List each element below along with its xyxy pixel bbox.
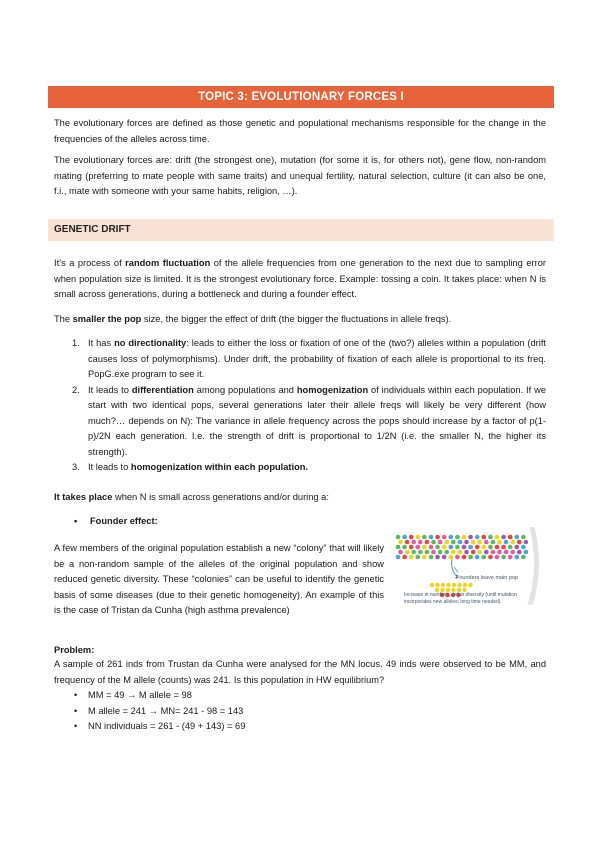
population-dot	[418, 540, 423, 545]
pop-size-paragraph	[54, 312, 546, 328]
population-dot	[444, 550, 449, 555]
population-dot	[504, 540, 509, 545]
population-dot	[449, 555, 454, 560]
population-dot	[442, 535, 447, 540]
bold-term: differentiation	[131, 384, 194, 395]
main-population-dots	[396, 535, 529, 560]
population-dot	[517, 540, 522, 545]
population-dot	[409, 535, 414, 540]
drift-definition-paragraph	[54, 256, 546, 303]
list-item	[54, 688, 546, 704]
text-run: It leads to	[88, 462, 131, 472]
population-dot	[425, 540, 430, 545]
population-dot	[497, 550, 502, 555]
population-dot	[418, 550, 423, 555]
population-dot	[455, 545, 460, 550]
text-run: among populations and	[193, 384, 297, 395]
population-dot	[411, 540, 416, 545]
population-dot	[458, 540, 463, 545]
population-dot	[402, 535, 407, 540]
population-dot	[477, 550, 482, 555]
population-dot	[398, 540, 403, 545]
population-dot	[508, 555, 513, 560]
population-dot	[449, 545, 454, 550]
founder-effect-paragraph: A few members of the original population establish a new “colony” that will likely be a non-random sample of the alleles of the original population and show reduced genetic diversity. These “colonies” can be useful to identify the genetic basis of some diseases (due to their genetic homogeneity). An example of this is the case of Tristan da Cunha (high asthma prevalence)	[54, 543, 384, 615]
population-dot	[475, 545, 480, 550]
problem-title: Problem:	[54, 645, 95, 655]
population-dot	[501, 555, 506, 560]
population-dot	[449, 535, 454, 540]
population-dot	[422, 535, 427, 540]
population-dot	[471, 550, 476, 555]
bold-term: smaller the pop	[72, 314, 142, 324]
population-dot	[442, 545, 447, 550]
population-dot	[477, 540, 482, 545]
population-dot	[468, 545, 473, 550]
population-dot	[422, 555, 427, 560]
list-item	[54, 704, 546, 720]
population-dot	[508, 535, 513, 540]
population-dot	[495, 545, 500, 550]
intro-paragraph-1: The evolutionary forces are defined as those genetic and populational mechanisms responsible for the change in the frequencies of the alleles across time.	[54, 118, 546, 144]
population-dot	[515, 545, 520, 550]
population-dot	[475, 555, 480, 560]
population-dot	[396, 545, 401, 550]
population-dot	[444, 540, 449, 545]
founder-dot	[457, 583, 461, 587]
population-dot	[468, 555, 473, 560]
population-dot	[405, 540, 410, 545]
population-dot	[524, 550, 529, 555]
population-dot	[451, 550, 456, 555]
population-dot	[396, 535, 401, 540]
population-dot	[429, 535, 434, 540]
population-dot	[431, 550, 436, 555]
text-run: size, the bigger the effect of drift (the bigger the fluctuations in allele freqs).	[141, 314, 452, 324]
founder-dot	[463, 583, 467, 587]
population-dot	[501, 545, 506, 550]
population-dot	[464, 550, 469, 555]
founder-dot	[441, 583, 445, 587]
founders-label-arrow	[454, 567, 458, 572]
population-dot	[484, 540, 489, 545]
population-dot	[422, 545, 427, 550]
list-number: 2.	[72, 384, 80, 395]
population-dot	[491, 540, 496, 545]
list-item	[54, 336, 546, 383]
population-dot	[482, 545, 487, 550]
population-dot	[409, 555, 414, 560]
population-dot	[458, 550, 463, 555]
text-run: It leads to	[88, 384, 132, 395]
population-dot	[497, 540, 502, 545]
text-run: It has	[88, 338, 115, 348]
founder-dot	[430, 583, 434, 587]
figure-label-increase: Increase in numbers, not in diversity (until mutation incorporates new alleles; long time needed)	[404, 592, 517, 605]
list-item-text: M allele = 241 → MN= 241 - 98 = 143	[88, 705, 244, 716]
problem-steps-list	[54, 688, 546, 735]
drift-properties-list	[54, 336, 546, 476]
population-dot	[468, 535, 473, 540]
population-dot	[425, 550, 430, 555]
bullet-icon: •	[74, 721, 78, 731]
population-dot	[524, 540, 529, 545]
population-dot	[416, 545, 421, 550]
population-dot	[429, 545, 434, 550]
population-dot	[504, 550, 509, 555]
population-dot	[521, 555, 526, 560]
population-dot	[416, 535, 421, 540]
takes-place-paragraph	[54, 490, 546, 506]
bold-term: homogenization	[296, 384, 369, 395]
population-dot	[462, 535, 467, 540]
text-run: It’s a process of	[54, 258, 126, 268]
population-dot	[482, 555, 487, 560]
intro-paragraph-2: The evolutionary forces are: drift (the strongest one), mutation (for some it is, for others not), gene flow, non-random mating (preferring to mate people with same traits) and unequal fertility, natural selection, culture (it can also be one, f.i., mate with someone with your same habits, religion, …).	[54, 155, 546, 196]
population-dot	[435, 555, 440, 560]
population-dot	[484, 550, 489, 555]
population-dot	[455, 555, 460, 560]
list-item-text: NN individuals = 261 - (49 + 143) = 69	[88, 721, 246, 731]
founder-dot	[452, 583, 456, 587]
founder-dot	[468, 583, 472, 587]
population-dot	[405, 550, 410, 555]
population-dot	[508, 545, 513, 550]
population-dot	[416, 555, 421, 560]
population-dot	[491, 550, 496, 555]
population-dot	[462, 545, 467, 550]
population-dot	[521, 545, 526, 550]
population-dot	[510, 550, 515, 555]
population-dot	[442, 555, 447, 560]
list-item	[54, 719, 546, 735]
population-dot	[515, 535, 520, 540]
population-dot	[435, 545, 440, 550]
list-item	[54, 460, 546, 476]
founder-dot	[435, 583, 439, 587]
list-item-text: MM = 49 → M allele = 98	[88, 690, 192, 700]
population-dot	[488, 535, 493, 540]
population-dot	[471, 540, 476, 545]
population-dot	[429, 555, 434, 560]
problem-text: A sample of 261 inds from Trustan da Cunha were analysed for the MN locus. 49 inds were observed to be MM, and frequency of the M allele (counts) was 241. Is this population in HW equilibrium?	[54, 659, 546, 685]
page-title: TOPIC 3: EVOLUTIONARY FORCES I	[48, 86, 554, 108]
population-dot	[438, 540, 443, 545]
population-dot	[517, 550, 522, 555]
population-dot	[438, 550, 443, 555]
population-dot	[521, 535, 526, 540]
population-dot	[488, 555, 493, 560]
list-number: 3.	[72, 462, 80, 472]
bold-term: homogenization within each population.	[130, 462, 309, 472]
founder-dot	[446, 583, 450, 587]
list-number: 1.	[72, 338, 80, 348]
population-dot	[409, 545, 414, 550]
population-dot	[464, 540, 469, 545]
text-run: : leads to either the loss or fixation of one of the (two?) alleles within a population (drift causes loss of polymorphisms). Under drift, the probability of fixation of each allele is proportional to its freq. PopG.exe program to see it.	[88, 338, 546, 379]
population-dot	[396, 555, 401, 560]
text-run: The	[54, 314, 73, 324]
population-dot	[510, 540, 515, 545]
population-dot	[435, 535, 440, 540]
section-header	[48, 219, 554, 241]
text-run: of the allele frequencies from one generation to the next due to sampling error when population size is limited. It is the strongest evolutionary force. Example: tossing a coin. It takes place: when N is small across generations, during a bottleneck and during a founder effect.	[54, 258, 546, 299]
population-dot	[501, 535, 506, 540]
population-dot	[455, 535, 460, 540]
bullet-icon: •	[74, 690, 78, 700]
section-title: GENETIC DRIFT	[54, 224, 131, 235]
text-run: when N is small across generations and/or during a:	[112, 492, 329, 502]
bold-term: It takes place	[54, 492, 113, 502]
bullet-icon: •	[74, 516, 78, 526]
list-item	[54, 383, 546, 461]
population-dot	[488, 545, 493, 550]
text-run: of individuals within each population. If we start with two identical pops, several generations later their allele freqs will likely be very different (how much?… depends on N): The variance in allele frequency across the pops should increase by a factor of p(1-p)/2N each generation. I.e. the strength of drift is proportional to 1/2N (i.e. the smaller N, the higher its strength).	[88, 384, 546, 457]
population-dot	[495, 535, 500, 540]
population-dot	[402, 545, 407, 550]
population-dot	[495, 555, 500, 560]
bullet-icon: •	[74, 705, 78, 716]
population-dot	[515, 555, 520, 560]
population-dot	[462, 555, 467, 560]
population-dot	[411, 550, 416, 555]
bold-term: no directionality	[114, 338, 187, 348]
population-dot	[475, 535, 480, 540]
population-dot	[398, 550, 403, 555]
figure-label-founders: Founders leave main pop	[456, 575, 519, 581]
founder-effect-label: Founder effect:	[90, 516, 158, 526]
population-dot	[431, 540, 436, 545]
population-dot	[451, 540, 456, 545]
population-dot	[482, 535, 487, 540]
population-dot	[402, 555, 407, 560]
bold-term: random fluctuation	[125, 258, 211, 268]
